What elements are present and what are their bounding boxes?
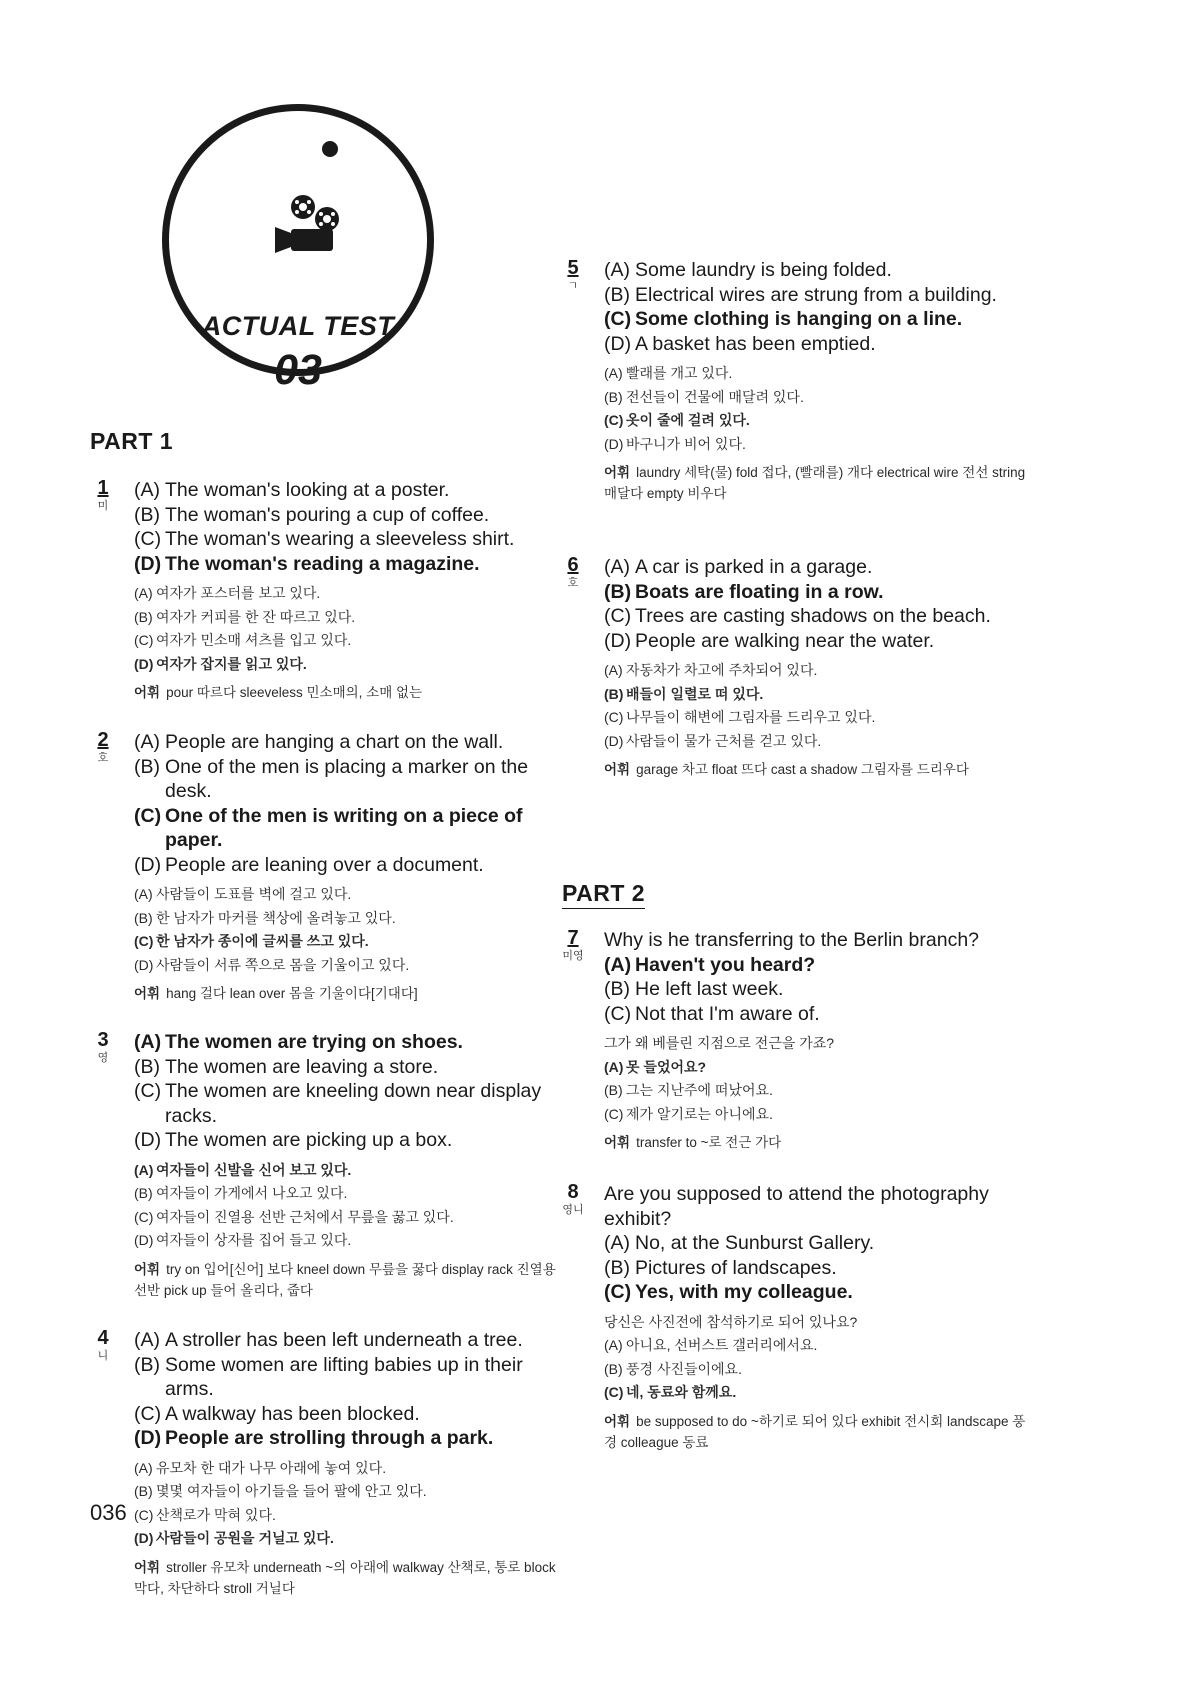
choice-text: Why is he transferring to the Berlin branch? bbox=[604, 929, 980, 951]
korean-label: (D) bbox=[134, 956, 154, 973]
vocab-text: try on 입어[신어] 보다 kneel down 무릎을 꿇다 display rack 진열용 선반 pick up 들어 올리다, 줍다 bbox=[134, 1261, 556, 1298]
korean-text: 자동차가 차고에 주차되어 있다. bbox=[626, 662, 818, 678]
choice-label: (A) bbox=[134, 1329, 160, 1351]
korean-line bbox=[604, 659, 1034, 683]
choice-label: (A) bbox=[604, 953, 632, 976]
vocab-label: 어휘 bbox=[604, 1413, 631, 1429]
choice-text: Are you supposed to attend the photography exhibit? bbox=[604, 1183, 989, 1230]
korean-line bbox=[604, 433, 1034, 457]
english-choice bbox=[604, 283, 1034, 308]
vocab-text: hang 걸다 lean over 몸을 기울이다[기대다] bbox=[166, 986, 418, 1001]
english-choice bbox=[604, 332, 1034, 357]
english-choice bbox=[134, 503, 564, 528]
korean-text: 사람들이 물가 근처를 걷고 있다. bbox=[626, 732, 822, 749]
korean-text: 풍경 사진들이에요. bbox=[626, 1360, 742, 1377]
vocab-label: 어휘 bbox=[604, 762, 631, 777]
choice-text: Yes, with my colleague. bbox=[635, 1281, 853, 1303]
english-choice bbox=[134, 804, 564, 853]
badge-title: ACTUAL TEST bbox=[201, 311, 395, 341]
choice-text: Pictures of landscapes. bbox=[635, 1256, 837, 1279]
korean-line bbox=[604, 730, 1034, 754]
english-choice bbox=[604, 258, 1034, 283]
korean-text: 사람들이 서류 쪽으로 몸을 기울이고 있다. bbox=[156, 956, 410, 973]
question-body bbox=[134, 1030, 564, 1301]
accent-marker: 영니 bbox=[562, 1204, 584, 1216]
choice-label: (C) bbox=[604, 1002, 632, 1025]
choice-text: People are walking near the water. bbox=[635, 629, 935, 652]
english-choice bbox=[134, 1079, 564, 1128]
korean-label: (A) bbox=[134, 585, 153, 601]
badge-dot bbox=[322, 141, 338, 157]
korean-line bbox=[134, 629, 564, 653]
choice-label: (C) bbox=[604, 1281, 632, 1303]
choice-text: Trees are casting shadows on the beach. bbox=[635, 605, 991, 627]
korean-line bbox=[134, 1480, 564, 1504]
choice-label: (B) bbox=[604, 1256, 630, 1279]
choice-text: Electrical wires are strung from a building. bbox=[635, 283, 997, 306]
accent-marker: 니 bbox=[97, 1350, 109, 1362]
vocabulary-note bbox=[604, 759, 1034, 780]
english-choice bbox=[134, 755, 564, 804]
vocabulary-note bbox=[134, 682, 564, 703]
korean-label: (C) bbox=[604, 709, 624, 725]
choice-label: (A) bbox=[604, 1232, 630, 1254]
korean-line bbox=[604, 1311, 1034, 1335]
korean-label: (A) bbox=[604, 365, 623, 381]
english-question bbox=[604, 928, 1034, 953]
choice-label: (C) bbox=[604, 605, 632, 627]
english-choice bbox=[134, 478, 564, 503]
question-number bbox=[560, 258, 586, 292]
question-number bbox=[90, 478, 116, 512]
choice-text: The woman's reading a magazine. bbox=[165, 552, 480, 575]
korean-line bbox=[134, 930, 564, 954]
korean-text: 제가 알기로는 아니에요. bbox=[626, 1105, 773, 1122]
korean-line bbox=[604, 1056, 1034, 1080]
vocab-text: transfer to ~로 전근 가다 bbox=[636, 1135, 782, 1150]
korean-label: (B) bbox=[604, 388, 623, 405]
korean-text: 배들이 일렬로 떠 있다. bbox=[626, 685, 764, 702]
english-choice bbox=[604, 1231, 1034, 1256]
korean-line bbox=[604, 409, 1034, 433]
korean-line bbox=[604, 1103, 1034, 1127]
korean-text: 여자들이 진열용 선반 근처에서 무릎을 꿇고 있다. bbox=[156, 1208, 454, 1225]
page-number: 036 bbox=[90, 1500, 127, 1525]
question-number-text: 2 bbox=[97, 729, 109, 751]
question-number-text: 5 bbox=[567, 257, 579, 279]
english-choice bbox=[604, 307, 1034, 332]
question-body bbox=[134, 478, 564, 703]
choice-text: The women are kneeling down near display racks. bbox=[165, 1080, 542, 1127]
vocab-label: 어휘 bbox=[134, 986, 161, 1001]
korean-text: 여자가 커피를 한 잔 따르고 있다. bbox=[156, 608, 356, 625]
choice-label: (C) bbox=[134, 804, 162, 827]
choice-label: (B) bbox=[134, 1055, 160, 1078]
english-choice bbox=[604, 977, 1034, 1002]
question-body bbox=[604, 555, 1034, 780]
accent-marker: ㄱ bbox=[567, 280, 579, 292]
korean-translation bbox=[604, 1032, 1034, 1126]
vocab-text: be supposed to do ~하기로 되어 있다 exhibit 전시회 landscape 풍경 colleague 동료 bbox=[604, 1413, 1026, 1450]
korean-text: 아니요, 선버스트 갤러리에서요. bbox=[626, 1337, 818, 1353]
korean-line bbox=[134, 1504, 564, 1528]
choice-label: (B) bbox=[134, 503, 160, 526]
vocabulary-note bbox=[604, 1132, 1034, 1153]
choice-text: The woman's pouring a cup of coffee. bbox=[165, 503, 490, 526]
korean-text: 그가 왜 베를린 지점으로 전근을 가죠? bbox=[604, 1035, 835, 1051]
choice-label: (D) bbox=[134, 1129, 162, 1151]
accent-marker: 호 bbox=[567, 577, 579, 589]
english-choice bbox=[134, 853, 564, 878]
choice-text: Haven't you heard? bbox=[635, 953, 816, 976]
english-choice bbox=[134, 527, 564, 552]
vocab-text: pour 따르다 sleeveless 민소매의, 소매 없는 bbox=[166, 685, 423, 700]
korean-line bbox=[134, 907, 564, 931]
english-choice bbox=[134, 1402, 564, 1427]
korean-text: 바구니가 비어 있다. bbox=[626, 435, 746, 452]
korean-line bbox=[134, 606, 564, 630]
choice-text: One of the men is placing a marker on the desk. bbox=[165, 755, 529, 802]
question-number-text: 3 bbox=[97, 1029, 109, 1051]
korean-label: (C) bbox=[134, 632, 154, 648]
vocabulary-note bbox=[604, 1411, 1034, 1453]
choice-label: (B) bbox=[134, 755, 160, 778]
vocabulary-note bbox=[134, 1259, 564, 1301]
english-choice bbox=[604, 555, 1034, 580]
english-choice bbox=[134, 1426, 564, 1451]
korean-translation bbox=[134, 1457, 564, 1551]
vocab-text: stroller 유모차 underneath ~의 아래에 walkway 산책로, 통로 block 막다, 차단하다 stroll 거닐다 bbox=[134, 1559, 556, 1596]
question-body bbox=[134, 1328, 564, 1599]
question-number bbox=[560, 555, 586, 589]
question-number bbox=[560, 1182, 586, 1216]
vocab-text: garage 차고 float 뜨다 cast a shadow 그림자를 드리우다 bbox=[636, 762, 969, 777]
korean-text: 여자가 민소매 셔츠를 입고 있다. bbox=[156, 632, 352, 648]
question-number bbox=[560, 928, 586, 962]
english-choice bbox=[604, 580, 1034, 605]
korean-label: (C) bbox=[134, 933, 154, 949]
vocab-label: 어휘 bbox=[134, 685, 161, 700]
korean-text: 사람들이 도표를 벽에 걸고 있다. bbox=[156, 886, 352, 902]
vocab-label: 어휘 bbox=[134, 1559, 161, 1575]
korean-label: (C) bbox=[134, 1506, 154, 1523]
korean-line bbox=[134, 1229, 564, 1253]
choice-text: One of the men is writing on a piece of paper. bbox=[165, 804, 523, 851]
english-choice bbox=[134, 1128, 564, 1153]
choice-label: (C) bbox=[134, 528, 162, 550]
choice-label: (A) bbox=[604, 259, 630, 281]
korean-line bbox=[604, 683, 1034, 707]
accent-marker: 미 bbox=[97, 500, 109, 512]
korean-line bbox=[604, 386, 1034, 410]
korean-translation bbox=[604, 1311, 1034, 1405]
choice-text: The women are trying on shoes. bbox=[165, 1031, 463, 1053]
choice-text: Not that I'm aware of. bbox=[635, 1002, 820, 1025]
question-number bbox=[90, 1328, 116, 1362]
korean-translation bbox=[604, 659, 1034, 753]
korean-line bbox=[134, 1457, 564, 1481]
choice-label: (D) bbox=[134, 1427, 162, 1449]
english-choice bbox=[604, 604, 1034, 629]
vocab-label: 어휘 bbox=[134, 1261, 161, 1277]
korean-line bbox=[604, 1381, 1034, 1405]
korean-text: 전선들이 건물에 매달려 있다. bbox=[626, 388, 804, 405]
korean-text: 여자가 포스터를 보고 있다. bbox=[156, 585, 321, 601]
part2-heading: PART 2 bbox=[562, 880, 645, 909]
choice-text: Boats are floating in a row. bbox=[635, 580, 884, 603]
korean-line bbox=[604, 706, 1034, 730]
choice-text: People are hanging a chart on the wall. bbox=[165, 731, 504, 753]
korean-label: (A) bbox=[604, 1058, 624, 1075]
korean-line bbox=[134, 954, 564, 978]
korean-label: (D) bbox=[134, 655, 154, 672]
question-body bbox=[604, 1182, 1034, 1453]
korean-translation bbox=[134, 1159, 564, 1253]
choice-label: (C) bbox=[134, 1080, 162, 1102]
korean-text: 못 들었어요? bbox=[626, 1058, 707, 1075]
choice-label: (B) bbox=[604, 580, 632, 603]
korean-label: (B) bbox=[134, 1185, 153, 1201]
korean-label: (C) bbox=[604, 412, 624, 428]
korean-line bbox=[604, 1079, 1034, 1103]
choice-text: He left last week. bbox=[635, 978, 784, 1000]
korean-translation bbox=[134, 883, 564, 977]
korean-text: 산책로가 막혀 있다. bbox=[156, 1506, 276, 1523]
korean-label: (A) bbox=[134, 1459, 153, 1476]
korean-text: 여자들이 상자를 집어 들고 있다. bbox=[156, 1232, 352, 1248]
korean-label: (A) bbox=[604, 1337, 623, 1353]
vocab-label: 어휘 bbox=[604, 465, 631, 480]
korean-line bbox=[134, 1206, 564, 1230]
korean-label: (D) bbox=[134, 1232, 154, 1248]
vocabulary-note bbox=[134, 1557, 564, 1599]
korean-label: (B) bbox=[604, 1082, 623, 1098]
english-choice bbox=[134, 1055, 564, 1080]
choice-text: A walkway has been blocked. bbox=[165, 1402, 420, 1425]
choice-label: (A) bbox=[134, 479, 160, 501]
choice-text: Some laundry is being folded. bbox=[635, 259, 892, 281]
question-body bbox=[604, 928, 1034, 1153]
choice-text: Some women are lifting babies up in their arms. bbox=[165, 1353, 523, 1400]
korean-label: (D) bbox=[604, 435, 624, 452]
english-choice bbox=[134, 730, 564, 755]
accent-marker: 미영 bbox=[562, 950, 584, 962]
korean-text: 한 남자가 마커를 책상에 올려놓고 있다. bbox=[156, 909, 396, 926]
english-choice bbox=[604, 629, 1034, 654]
english-choice bbox=[604, 1256, 1034, 1281]
english-choice bbox=[604, 1280, 1034, 1305]
korean-text: 당신은 사진전에 참석하기로 되어 있나요? bbox=[604, 1313, 858, 1330]
choice-text: The women are leaving a store. bbox=[165, 1055, 439, 1078]
korean-line bbox=[134, 582, 564, 606]
english-question bbox=[604, 1182, 1034, 1231]
choice-label: (B) bbox=[604, 283, 630, 306]
choice-label: (C) bbox=[604, 308, 632, 330]
badge-number: 03 bbox=[274, 346, 322, 394]
question-number-text: 1 bbox=[97, 477, 109, 499]
korean-label: (C) bbox=[134, 1208, 154, 1225]
question-number-text: 6 bbox=[567, 554, 579, 576]
english-choice bbox=[134, 552, 564, 577]
korean-label: (D) bbox=[134, 1530, 154, 1546]
korean-text: 빨래를 개고 있다. bbox=[626, 365, 733, 381]
english-choice bbox=[134, 1328, 564, 1353]
korean-label: (B) bbox=[604, 1360, 623, 1377]
korean-label: (C) bbox=[604, 1105, 624, 1122]
choice-label: (C) bbox=[134, 1402, 162, 1425]
korean-line bbox=[604, 1358, 1034, 1382]
actual-test-badge bbox=[162, 104, 434, 394]
choice-label: (A) bbox=[134, 1031, 162, 1053]
choice-text: The woman's looking at a poster. bbox=[165, 479, 450, 501]
korean-translation bbox=[134, 582, 564, 676]
korean-text: 한 남자가 종이에 글씨를 쓰고 있다. bbox=[156, 933, 369, 949]
film-projector-icon bbox=[273, 193, 345, 259]
vocabulary-note bbox=[134, 983, 564, 1004]
accent-marker: 영 bbox=[97, 1052, 109, 1064]
choice-label: (B) bbox=[604, 978, 630, 1000]
korean-label: (B) bbox=[134, 1483, 153, 1499]
part1-heading: PART 1 bbox=[90, 428, 174, 454]
korean-text: 몇몇 여자들이 아기들을 들어 팔에 안고 있다. bbox=[156, 1483, 427, 1499]
choice-text: No, at the Sunburst Gallery. bbox=[635, 1232, 875, 1254]
korean-line bbox=[604, 1334, 1034, 1358]
korean-label: (A) bbox=[134, 1161, 154, 1178]
question-number-text: 7 bbox=[567, 927, 579, 949]
choice-text: People are leaning over a document. bbox=[165, 853, 484, 876]
korean-label: (D) bbox=[604, 732, 624, 749]
choice-text: A stroller has been left underneath a tree. bbox=[165, 1329, 523, 1351]
korean-text: 유모차 한 대가 나무 아래에 놓여 있다. bbox=[156, 1459, 387, 1476]
question-number-text: 4 bbox=[97, 1327, 109, 1349]
choice-text: A basket has been emptied. bbox=[635, 332, 876, 355]
choice-label: (D) bbox=[134, 853, 162, 876]
korean-line bbox=[134, 1527, 564, 1551]
question-body bbox=[604, 258, 1034, 504]
korean-text: 나무들이 해변에 그림자를 드리우고 있다. bbox=[626, 709, 876, 725]
english-choice bbox=[134, 1353, 564, 1402]
korean-line bbox=[604, 1032, 1034, 1056]
choice-label: (A) bbox=[134, 731, 160, 753]
english-choice bbox=[604, 953, 1034, 978]
choice-label: (D) bbox=[134, 552, 162, 575]
vocab-text: laundry 세탁(물) fold 접다, (빨래를) 개다 electrical wire 전선 string 매달다 empty 비우다 bbox=[604, 465, 1026, 501]
korean-text: 그는 지난주에 떠났어요. bbox=[626, 1082, 773, 1098]
korean-line bbox=[134, 883, 564, 907]
question-number bbox=[90, 730, 116, 764]
korean-line bbox=[134, 1159, 564, 1183]
question-body bbox=[134, 730, 564, 1004]
korean-translation bbox=[604, 362, 1034, 456]
choice-text: A car is parked in a garage. bbox=[635, 556, 873, 578]
choice-label: (D) bbox=[604, 629, 632, 652]
choice-text: The women are picking up a box. bbox=[165, 1129, 453, 1151]
question-number-text: 8 bbox=[567, 1181, 579, 1203]
korean-line bbox=[604, 362, 1034, 386]
korean-text: 네, 동료와 함께요. bbox=[626, 1384, 737, 1400]
english-choice bbox=[134, 1030, 564, 1055]
choice-label: (A) bbox=[604, 556, 630, 578]
vocabulary-note bbox=[604, 462, 1034, 504]
korean-text: 여자들이 가게에서 나오고 있다. bbox=[156, 1185, 348, 1201]
korean-text: 옷이 줄에 걸려 있다. bbox=[626, 412, 750, 428]
korean-label: (A) bbox=[134, 886, 153, 902]
korean-label: (B) bbox=[134, 608, 153, 625]
korean-line bbox=[134, 1182, 564, 1206]
korean-text: 사람들이 공원을 거닐고 있다. bbox=[156, 1530, 334, 1546]
accent-marker: 호 bbox=[97, 752, 109, 764]
choice-text: The woman's wearing a sleeveless shirt. bbox=[165, 528, 515, 550]
choice-text: Some clothing is hanging on a line. bbox=[635, 308, 963, 330]
korean-text: 여자들이 신발을 신어 보고 있다. bbox=[156, 1161, 352, 1178]
choice-label: (B) bbox=[134, 1353, 160, 1376]
korean-text: 여자가 잡지를 읽고 있다. bbox=[156, 655, 307, 672]
english-choice bbox=[604, 1002, 1034, 1027]
korean-label: (A) bbox=[604, 662, 623, 678]
korean-label: (B) bbox=[134, 909, 153, 926]
vocab-label: 어휘 bbox=[604, 1135, 631, 1150]
korean-label: (C) bbox=[604, 1384, 624, 1400]
korean-label: (B) bbox=[604, 685, 624, 702]
choice-text: People are strolling through a park. bbox=[165, 1427, 494, 1449]
korean-line bbox=[134, 653, 564, 677]
choice-label: (D) bbox=[604, 332, 632, 355]
question-number bbox=[90, 1030, 116, 1064]
